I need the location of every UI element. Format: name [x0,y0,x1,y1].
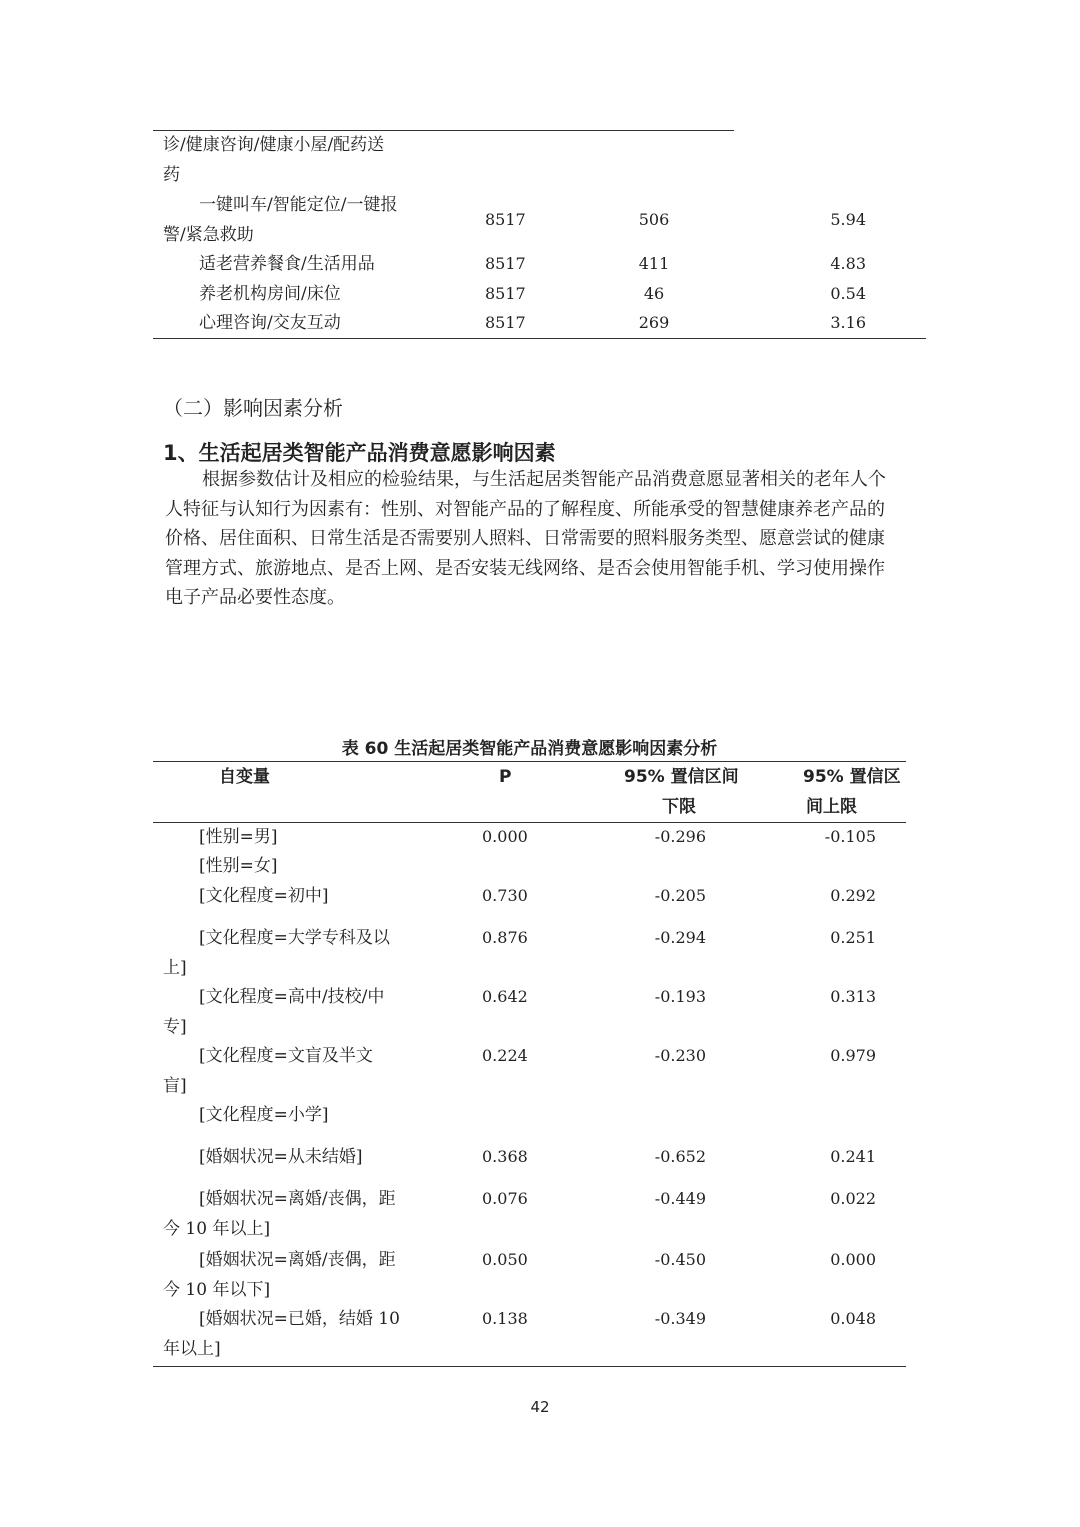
header-var: 自变量 [219,767,270,787]
row-9-upper: 0.000 [830,1250,876,1269]
top-row-1-line-0: 一键叫车/智能定位/一键报 [199,195,398,215]
top-row-1-total: 8517 [485,210,526,229]
header-lower-2: 下限 [662,797,696,817]
top-row-0-line-0: 诊/健康咨询/健康小屋/配药送 [163,135,385,155]
paragraph-line-4: 电子产品必要性态度。 [165,587,345,608]
row-10-lower: -0.349 [654,1309,706,1328]
paragraph-line-1: 人特征与认知行为因素有：性别、对智能产品的了解程度、所能承受的智慧健康养老产品的 [165,498,885,520]
row-3-label-line-1: 上] [163,958,187,978]
paragraph-line-2: 价格、居住面积、日常生活是否需要别人照料、日常需要的照料服务类型、愿意尝试的健康 [165,528,885,549]
header-p: P [499,767,512,787]
row-3-upper: 0.251 [830,928,876,947]
top-table-bottom-rule [153,338,926,339]
paragraph-line-3: 管理方式、旅游地点、是否上网、是否安装无线网络、是否会使用智能手机、学习使用操作 [165,557,885,579]
row-7-upper: 0.241 [830,1147,876,1166]
row-8-label-line-0: [婚姻状况=离婚/丧偶，距 [199,1189,396,1209]
row-0-upper: -0.105 [824,827,876,846]
row-4-p: 0.642 [482,987,528,1006]
row-5-upper: 0.979 [830,1046,876,1065]
row-2-label: [文化程度=初中] [199,886,329,906]
top-row-3-total: 8517 [485,284,526,303]
row-5-lower: -0.230 [654,1046,706,1065]
row-7-p: 0.368 [482,1147,528,1166]
row-0-label: [性别=男] [199,827,278,847]
row-4-label-line-0: [文化程度=高中/技校/中 [199,987,385,1007]
top-row-4-total: 8517 [485,313,526,332]
row-10-p: 0.138 [482,1309,528,1328]
row-4-upper: 0.313 [830,987,876,1006]
top-row-0-line-1: 药 [163,165,180,185]
row-2-upper: 0.292 [830,886,876,905]
top-row-3-line-0: 养老机构房间/床位 [199,284,341,304]
row-7-label: [婚姻状况=从未结婚] [199,1147,363,1167]
top-row-1-pct: 5.94 [830,210,866,229]
top-row-4-pct: 3.16 [830,313,866,332]
top-row-4-line-0: 心理咨询/交友互动 [199,313,341,333]
row-10-upper: 0.048 [830,1309,876,1328]
table60-bottom-rule [153,1366,906,1367]
paragraph-line-0: 根据参数估计及相应的检验结果，与生活起居类智能产品消费意愿显著相关的老年人个 [202,469,886,490]
row-10-label-line-1: 年以上] [163,1339,221,1359]
top-row-1-line-1: 警/紧急救助 [163,225,254,245]
top-row-3-pct: 0.54 [830,284,866,303]
top-row-3-count: 46 [643,284,665,303]
top-row-2-line-0: 适老营养餐食/生活用品 [199,254,375,274]
row-3-lower: -0.294 [654,928,706,947]
row-9-p: 0.050 [482,1250,528,1269]
row-8-upper: 0.022 [830,1189,876,1208]
row-4-lower: -0.193 [654,987,706,1006]
row-8-lower: -0.449 [654,1189,706,1208]
top-row-1-count: 506 [638,210,670,229]
row-8-label-line-1: 今 10 年以上] [163,1219,271,1239]
row-3-label-line-0: [文化程度=大学专科及以 [199,928,390,948]
row-9-label-line-0: [婚姻状况=离婚/丧偶，距 [199,1250,396,1270]
row-6-label: [文化程度=小学] [199,1105,329,1125]
header-upper-1: 95% 置信区 [803,767,901,787]
top-row-4-count: 269 [638,313,670,332]
body-paragraph [165,465,917,613]
top-row-2-pct: 4.83 [830,254,866,273]
row-5-p: 0.224 [482,1046,528,1065]
page-number: 42 [530,1398,550,1416]
row-9-label-line-1: 今 10 年以下] [163,1280,271,1300]
row-2-lower: -0.205 [654,886,706,905]
row-4-label-line-1: 专] [163,1017,187,1037]
row-7-lower: -0.652 [654,1147,706,1166]
row-3-p: 0.876 [482,928,528,947]
header-lower-1: 95% 置信区间 [624,767,739,787]
table-caption: 表 60 生活起居类智能产品消费意愿影响因素分析 [341,739,718,759]
row-2-p: 0.730 [482,886,528,905]
top-row-2-count: 411 [638,254,670,273]
row-10-label-line-0: [婚姻状况=已婚，结婚 10 [199,1309,400,1329]
row-9-lower: -0.450 [654,1250,706,1269]
row-0-p: 0.000 [482,827,528,846]
row-1-label: [性别=女] [199,856,278,876]
row-5-label-line-0: [文化程度=文盲及半文 [199,1046,373,1066]
section-title: （二）影响因素分析 [163,396,343,420]
subsection-heading: 1、生活起居类智能产品消费意愿影响因素 [163,441,556,465]
row-8-p: 0.076 [482,1189,528,1208]
top-row-2-total: 8517 [485,254,526,273]
row-0-lower: -0.296 [654,827,706,846]
row-5-label-line-1: 盲] [163,1076,187,1096]
header-upper-2: 间上限 [806,797,857,817]
